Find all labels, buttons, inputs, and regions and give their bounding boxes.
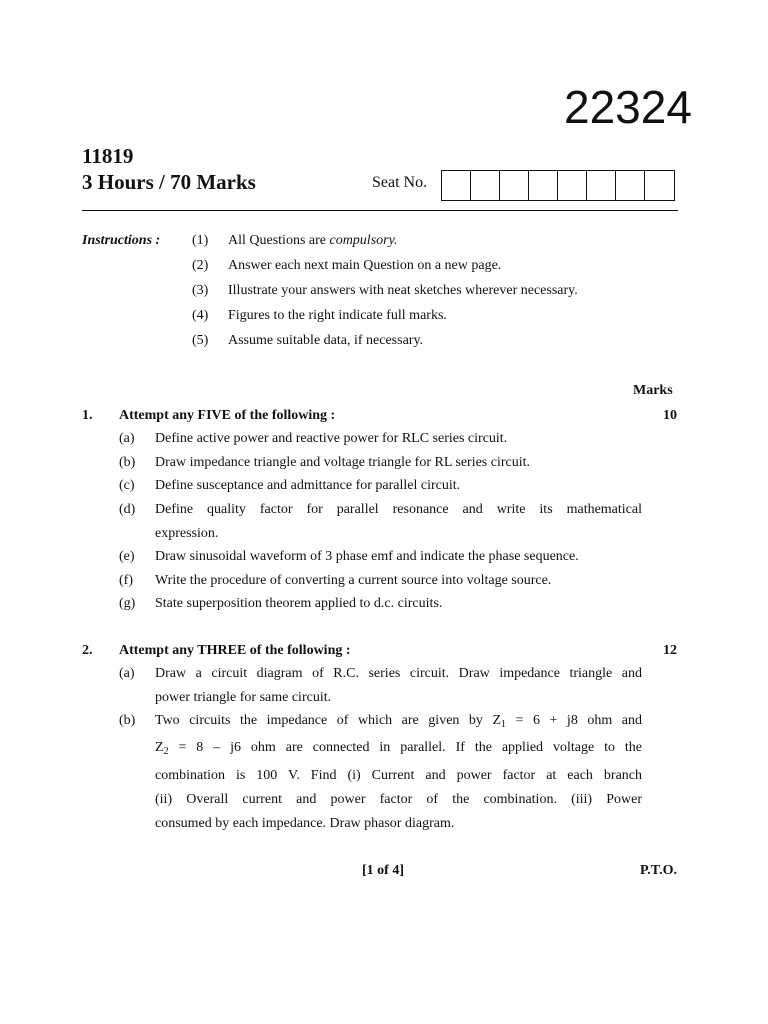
seat-box xyxy=(500,171,529,200)
sub-question-text: Define quality factor for parallel resonance and write its mathematical xyxy=(155,502,642,517)
marks-column-header: Marks xyxy=(633,383,673,398)
sub-question-text: consumed by each impedance. Draw phasor diagram. xyxy=(155,816,455,831)
instruction-text-emphasis: compulsory. xyxy=(329,233,398,248)
instruction-text: Answer each next main Question on a new page. xyxy=(228,258,502,273)
question-marks: 10 xyxy=(663,408,677,423)
sub-question-label: (g) xyxy=(119,596,136,611)
instruction-text xyxy=(228,233,398,250)
sub-question-label: (b) xyxy=(119,713,136,728)
seat-box xyxy=(529,171,558,200)
sub-question-label: (e) xyxy=(119,549,135,564)
instruction-number: (5) xyxy=(192,333,209,348)
sub-question-text: Write the procedure of converting a current source into voltage source. xyxy=(155,573,552,588)
seat-box xyxy=(442,171,471,200)
seat-number-boxes xyxy=(441,170,675,201)
instruction-text-main: All Questions are xyxy=(228,233,330,248)
question-title: Attempt any FIVE of the following : xyxy=(119,408,336,423)
sub-question-text: Define active power and reactive power for RLC series circuit. xyxy=(155,431,508,446)
seat-number-label: Seat No. xyxy=(372,174,428,191)
header-divider xyxy=(82,210,678,211)
sub-question-text: (ii) Overall current and power factor of the combination. (iii) Power xyxy=(155,792,642,807)
sub-question-text: combination is 100 V. Find (i) Current and power factor at each branch xyxy=(155,768,642,783)
sub-question-text xyxy=(155,740,642,757)
question-marks: 12 xyxy=(663,643,677,658)
instruction-number: (2) xyxy=(192,258,209,273)
instruction-number: (1) xyxy=(192,233,209,248)
instruction-text: Assume suitable data, if necessary. xyxy=(228,333,424,348)
text-part: Z xyxy=(155,740,164,755)
seat-box xyxy=(558,171,587,200)
instruction-text: Figures to the right indicate full marks. xyxy=(228,308,447,323)
text-part: = 6 + j8 ohm and xyxy=(506,713,642,728)
sub-question-text: Draw impedance triangle and voltage triangle for RL series circuit. xyxy=(155,455,530,470)
seat-box xyxy=(587,171,616,200)
sub-question-label: (a) xyxy=(119,666,135,681)
text-part: Two circuits the impedance of which are given by Z xyxy=(155,713,502,728)
sub-question-text: expression. xyxy=(155,526,219,541)
sub-question-text xyxy=(155,713,642,730)
sub-question-text: Define susceptance and admittance for parallel circuit. xyxy=(155,478,461,493)
paper-code: 11819 xyxy=(82,144,134,168)
exam-duration-marks: 3 Hours / 70 Marks xyxy=(82,170,256,194)
sub-question-label: (c) xyxy=(119,478,135,493)
subscript: 2 xyxy=(163,746,169,757)
instruction-text: Illustrate your answers with neat sketches wherever necessary. xyxy=(228,283,578,298)
question-number: 1. xyxy=(82,408,93,423)
seat-box xyxy=(471,171,500,200)
sub-question-text: Draw sinusoidal waveform of 3 phase emf and indicate the phase sequence. xyxy=(155,549,579,564)
question-number: 2. xyxy=(82,643,93,658)
sub-question-text: power triangle for same circuit. xyxy=(155,690,332,705)
subject-code: 22324 xyxy=(564,81,692,133)
sub-question-label: (f) xyxy=(119,573,133,588)
seat-box xyxy=(616,171,645,200)
instruction-number: (4) xyxy=(192,308,209,323)
sub-question-label: (a) xyxy=(119,431,135,446)
text-part: = 8 – j6 ohm are connected in parallel. If the applied voltage to the xyxy=(168,740,642,755)
sub-question-label: (b) xyxy=(119,455,136,470)
sub-question-text: Draw a circuit diagram of R.C. series circuit. Draw impedance triangle and xyxy=(155,666,642,681)
sub-question-label: (d) xyxy=(119,502,136,517)
instructions-label: Instructions : xyxy=(82,233,161,248)
instruction-number: (3) xyxy=(192,283,209,298)
seat-box xyxy=(645,171,674,200)
please-turn-over: P.T.O. xyxy=(640,863,677,878)
sub-question-text: State superposition theorem applied to d.c. circuits. xyxy=(155,596,443,611)
page-indicator: [1 of 4] xyxy=(362,863,404,878)
subscript: 1 xyxy=(501,719,507,730)
question-title: Attempt any THREE of the following : xyxy=(119,643,351,658)
